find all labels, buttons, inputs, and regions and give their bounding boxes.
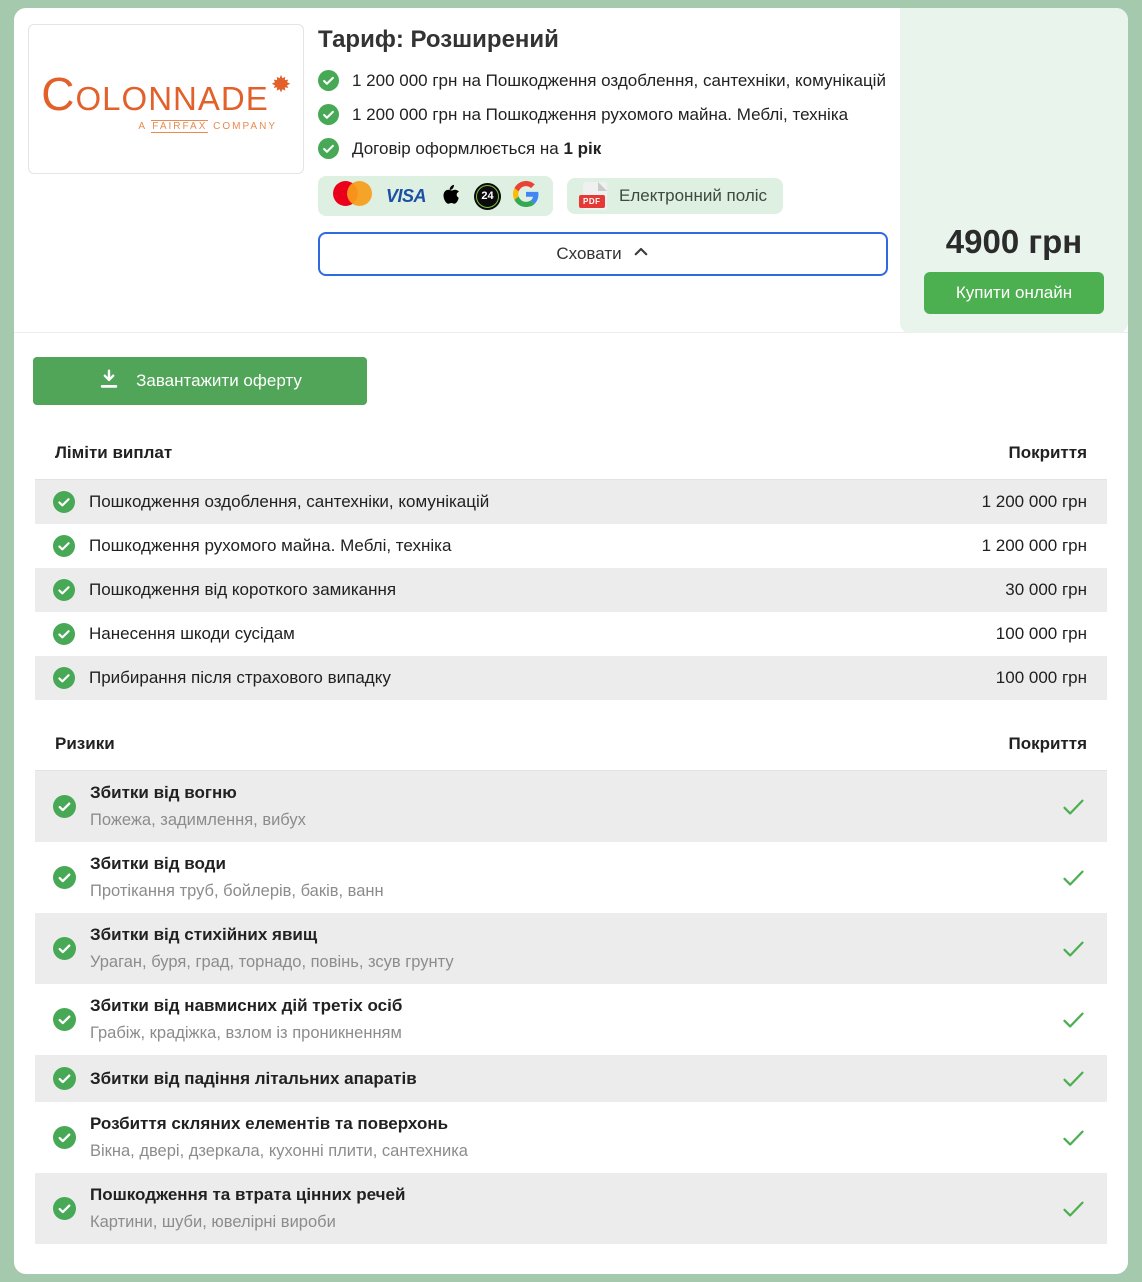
privat24-number: 24: [481, 190, 494, 202]
details-section: [14, 333, 1128, 1274]
risk-text: [90, 1183, 1060, 1234]
tagline-fairfax: FAIRFAX: [152, 120, 208, 132]
price-panel: [900, 8, 1128, 333]
table-row: [35, 984, 1107, 1055]
check-circle-icon: [318, 104, 339, 127]
feature-text: 1 200 000 грн на Пошкодження оздоблення, сантехніки, комунікацій: [352, 71, 886, 90]
fairfax-tagline: [138, 121, 303, 132]
offer-card: [14, 8, 1128, 1274]
hide-details-button[interactable]: [318, 232, 888, 276]
risk-title: Збитки від вогню: [90, 783, 237, 802]
limit-label: Нанесення шкоди сусідам: [89, 624, 295, 643]
tariff-feature: [318, 68, 904, 93]
risks-rows: [35, 771, 1107, 1244]
coverage-check-icon: [1060, 793, 1087, 820]
brand-logo-card: [28, 24, 304, 174]
visa-icon: VISA: [386, 185, 427, 206]
limit-value: 100 000 грн: [995, 668, 1087, 687]
coverage-check-icon: [1060, 1065, 1087, 1092]
pdf-icon: [583, 182, 607, 210]
risk-title: Розбиття скляних елементів та поверхонь: [90, 1114, 449, 1133]
badges-row: [318, 176, 904, 216]
table-row: [35, 1173, 1107, 1244]
risk-title: Збитки від стихійних явищ: [90, 925, 318, 944]
risk-title: Пошкодження та втрата цінних речей: [90, 1185, 406, 1204]
tariff-feature-list: [318, 68, 904, 161]
risks-header-label: Ризики: [55, 734, 115, 753]
limits-coverage-header: Покриття: [1008, 443, 1087, 462]
logo-text: OLONNADE: [75, 79, 269, 117]
risk-subtitle: Грабіж, крадіжка, взлом із проникненням: [90, 1024, 402, 1042]
tariff-feature: [318, 136, 904, 161]
limit-value: 1 200 000 грн: [981, 492, 1087, 511]
coverage-check-icon: [1060, 1006, 1087, 1033]
risk-subtitle: Вікна, двері, дзеркала, кухонні плити, сантехника: [90, 1142, 468, 1160]
coverage-check-icon: [1060, 864, 1087, 891]
coverage-check-icon: [1060, 1124, 1087, 1151]
check-circle-icon: [318, 70, 339, 93]
risk-subtitle: Картини, шуби, ювелірні вироби: [90, 1213, 336, 1231]
risks-table: [35, 722, 1107, 1244]
check-circle-icon: [53, 667, 75, 689]
download-offer-button[interactable]: [33, 357, 367, 405]
check-circle-icon: [53, 491, 75, 513]
risk-text: [90, 923, 1060, 974]
table-row: [35, 913, 1107, 984]
hide-button-label: Сховати: [556, 244, 622, 263]
limit-label: Прибирання після страхового випадку: [89, 668, 391, 687]
risk-text: [90, 1112, 1060, 1163]
table-row: [35, 1102, 1107, 1173]
privat24-icon: [474, 183, 501, 210]
payment-methods-badge: [318, 176, 553, 216]
risks-coverage-header: Покриття: [1008, 734, 1087, 753]
risk-title: Збитки від навмисних дій третіх осіб: [90, 996, 403, 1015]
tagline-company: COMPANY: [208, 120, 277, 132]
price-value: 4900 грн: [945, 223, 1083, 260]
chevron-up-icon: [632, 243, 650, 266]
risk-subtitle: Протікання труб, бойлерів, баків, ванн: [90, 882, 384, 900]
buy-online-button[interactable]: Купити онлайн: [924, 272, 1104, 314]
risk-text: [90, 994, 1060, 1045]
download-icon: [98, 368, 120, 395]
google-pay-icon: [513, 181, 539, 212]
limits-table: [35, 431, 1107, 700]
risk-subtitle: Пожежа, задимлення, вибух: [90, 811, 306, 829]
table-row: [35, 612, 1107, 656]
maple-leaf-icon: [271, 74, 291, 99]
risk-text: [90, 1067, 1060, 1091]
limits-table-header: [35, 431, 1107, 480]
limit-label: Пошкодження рухомого майна. Меблі, техніка: [89, 536, 452, 555]
limit-label: Пошкодження оздоблення, сантехніки, комунікацій: [89, 492, 490, 511]
feature-text: 1 200 000 грн на Пошкодження рухомого майна. Меблі, техніка: [352, 105, 849, 124]
check-circle-icon: [53, 1197, 76, 1220]
check-circle-icon: [53, 1126, 76, 1149]
mastercard-icon: [332, 180, 374, 212]
logo-letter-c: C: [41, 67, 76, 120]
check-circle-icon: [318, 138, 339, 161]
limit-value: 100 000 грн: [995, 624, 1087, 643]
risk-text: [90, 781, 1060, 832]
pdf-label: PDF: [579, 195, 605, 208]
risk-text: [90, 852, 1060, 903]
tariff-details: [318, 26, 904, 276]
table-row: [35, 1055, 1107, 1102]
tagline-prefix: A: [138, 120, 152, 132]
coverage-check-icon: [1060, 935, 1087, 962]
limit-value: 1 200 000 грн: [981, 536, 1087, 555]
risks-table-header: [35, 722, 1107, 771]
coverage-check-icon: [1060, 1195, 1087, 1222]
risk-title: Збитки від падіння літальних апаратів: [90, 1068, 417, 1088]
table-row: [35, 524, 1107, 568]
check-circle-icon: [53, 937, 76, 960]
tariff-title: Тариф: Розширений: [318, 26, 559, 53]
check-circle-icon: [53, 795, 76, 818]
apple-pay-icon: [438, 180, 462, 213]
colonnade-logo: [41, 67, 290, 121]
tariff-section: [14, 8, 1128, 333]
tariff-feature: [318, 102, 904, 127]
table-row: [35, 568, 1107, 612]
limit-label: Пошкодження від короткого замикання: [89, 580, 397, 599]
epolicy-badge: [567, 178, 783, 214]
check-circle-icon: [53, 579, 75, 601]
table-row: [35, 771, 1107, 842]
feature-text: Договір оформлюється на 1 рік: [352, 139, 602, 158]
check-circle-icon: [53, 1008, 76, 1031]
check-circle-icon: [53, 535, 75, 557]
download-offer-label: Завантажити оферту: [136, 371, 302, 390]
check-circle-icon: [53, 623, 75, 645]
check-circle-icon: [53, 866, 76, 889]
table-row: [35, 656, 1107, 700]
limits-rows: [35, 480, 1107, 700]
limits-header-label: Ліміти виплат: [55, 443, 173, 462]
epolicy-label: Електронний поліс: [619, 186, 768, 205]
limit-value: 30 000 грн: [1005, 580, 1087, 599]
table-row: [35, 842, 1107, 913]
risk-subtitle: Ураган, буря, град, торнадо, повінь, зсув грунту: [90, 953, 454, 971]
check-circle-icon: [53, 1067, 76, 1090]
table-row: [35, 480, 1107, 524]
risk-title: Збитки від води: [90, 854, 226, 873]
